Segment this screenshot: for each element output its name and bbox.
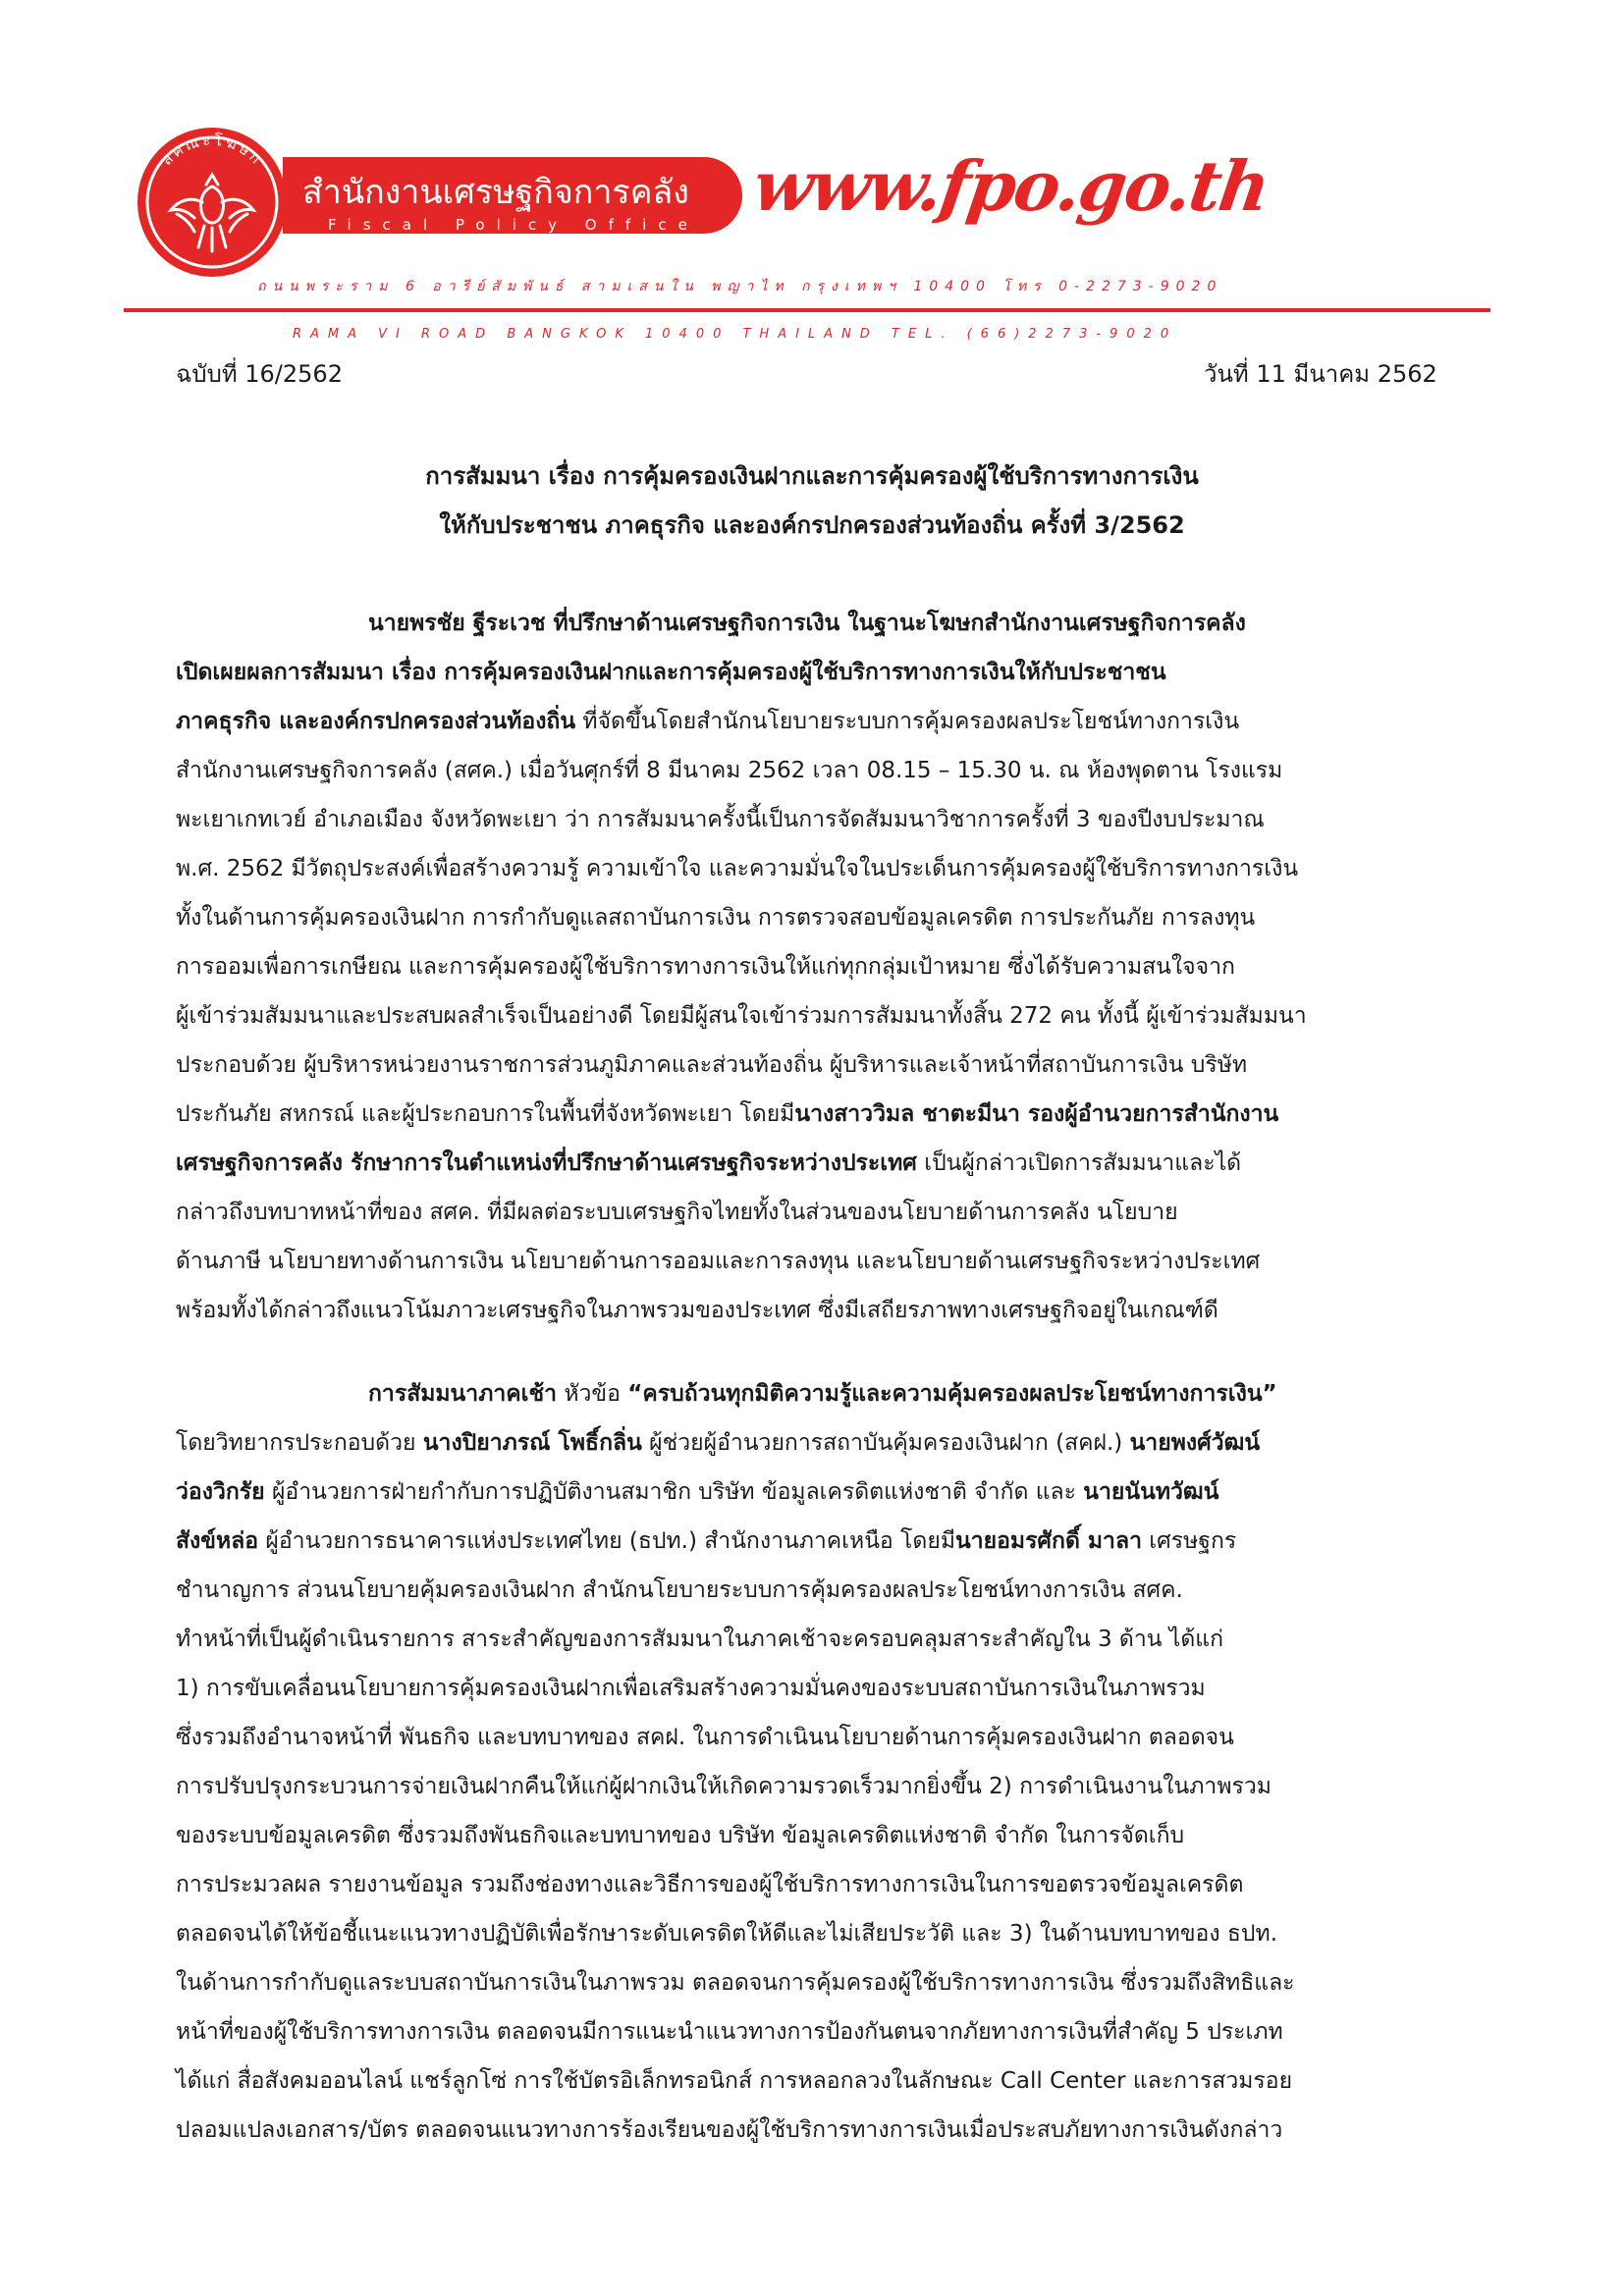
opening-speaker-name: นางสาววิมล ชาตะมีนา รองผู้อำนวยการสำนักงาน	[794, 1101, 1279, 1127]
paragraph-line	[176, 1517, 1491, 1566]
speaker-name: ว่องวิกรัย	[176, 1479, 265, 1505]
session-label: การสัมมนาภาคเช้า	[368, 1381, 558, 1407]
website-url: www.fpo.go.th	[748, 145, 1273, 227]
address-english: RAMA VI ROAD BANGKOK 10400 THAILAND TEL. (66)2273-9020	[293, 327, 1178, 342]
line-text: ประกันภัย สหกรณ์ และผู้ประกอบการในพื้นที่จังหวัดพะเยา โดยมี	[176, 1101, 795, 1127]
paragraph-line: ตลอดจนได้ให้ข้อชี้แนะแนวทางปฏิบัติเพื่อรักษาระดับเครดิตให้ดีและไม่เสียประวัติ และ 3) ในด้านบทบาทของ ธปท.	[176, 1921, 1278, 1947]
paragraph-line: สำนักงานเศรษฐกิจการคลัง (สศค.) เมื่อวันศุกร์ที่ 8 มีนาคม 2562 เวลา 08.15 – 15.30 น. ณ ห้องพุดตาน โรงแรม	[176, 758, 1283, 783]
line-text: เศรษฐกร	[1141, 1528, 1237, 1554]
document-title	[176, 452, 1448, 550]
paragraph-line: พ.ศ. 2562 มีวัตถุประสงค์เพื่อสร้างความรู้ ความเข้าใจ และความมั่นใจในประเด็นการคุ้มครองผู้ใช้บริการทางการเงิน	[176, 856, 1299, 881]
issue-number: ฉบับที่ 16/2562	[176, 360, 343, 388]
agency-name-thai: สำนักงานเศรษฐกิจการคลัง	[302, 173, 689, 212]
paragraph-line	[176, 599, 1491, 648]
speaker-name: สังข์หล่อ	[176, 1528, 259, 1554]
issue-date: วันที่ 11 มีนาคม 2562	[1204, 360, 1437, 388]
line-text: ที่จัดขึ้นโดยสำนักนโยบายระบบการคุ้มครองผลประโยชน์ทางการเงิน	[575, 709, 1240, 734]
paragraph-line: ของระบบข้อมูลเครดิต ซึ่งรวมถึงพันธกิจและบทบาทของ บริษัท ข้อมูลเครดิตแห่งชาติ จำกัด ในการจัดเก็บ	[176, 1823, 1185, 1848]
title-line: การสัมมนา เรื่อง การคุ้มครองเงินฝากและการคุ้มครองผู้ใช้บริการทางการเงิน	[425, 462, 1199, 490]
line-text: เป็นผู้กล่าวเปิดการสัมมนาและได้	[916, 1150, 1242, 1176]
body-paragraph-2	[176, 1369, 1491, 2155]
paragraph-line: พร้อมทั้งได้กล่าวถึงแนวโน้มภาวะเศรษฐกิจในภาพรวมของประเทศ ซึ่งมีเสถียรภาพทางเศรษฐกิจอยู่ในเกณฑ์ดี	[176, 1298, 1218, 1323]
paragraph-line: ทั้งในด้านการคุ้มครองเงินฝาก การกำกับดูแลสถาบันการเงิน การตรวจสอบข้อมูลเครดิต การประกันภัย การลงทุน	[176, 905, 1256, 931]
paragraph-line	[176, 648, 1491, 697]
paragraph-line: พะเยาเกทเวย์ อำเภอเมือง จังหวัดพะเยา ว่า การสัมมนาครั้งนี้เป็นการจัดสัมมนาวิชาการครั้งที่ 3 ของปีงบประมาณ	[176, 807, 1265, 832]
session-topic: “ครบถ้วนทุกมิติความรู้และความคุ้มครองผลประโยชน์ทางการเงิน”	[627, 1381, 1277, 1407]
paragraph-line: ในด้านการกำกับดูแลระบบสถาบันการเงินในภาพรวม ตลอดจนการคุ้มครองผู้ใช้บริการทางการเงิน ซึ่งรวมถึงสิทธิและ	[176, 1970, 1295, 1996]
line-text: ผู้อำนวยการฝ่ายกำกับการปฏิบัติงานสมาชิก บริษัท ข้อมูลเครดิตแห่งชาติ จำกัด และ	[264, 1479, 1084, 1505]
moderator-name: นายอมรศักดิ์ มาลา	[954, 1528, 1142, 1554]
fpo-seal-logo	[134, 120, 291, 285]
paragraph-line: ชำนาญการ ส่วนนโยบายคุ้มครองเงินฝาก สำนักนโยบายระบบการคุ้มครองผลประโยชน์ทางการเงิน สศค.	[176, 1577, 1183, 1603]
paragraph-line	[176, 1090, 1491, 1139]
paragraph-line: หน้าที่ของผู้ใช้บริการทางการเงิน ตลอดจนมีการแนะนำแนวทางการป้องกันตนจากภัยทางการเงินที่สำคัญ 5 ประเภท	[176, 2019, 1283, 2045]
paragraph-line	[176, 1139, 1491, 1188]
paragraph-line: ปลอมแปลงเอกสาร/บัตร ตลอดจนแนวทางการร้องเรียนของผู้ใช้บริการทางการเงินเมื่อประสบภัยทางการเงินดังกล่าว	[176, 2117, 1283, 2143]
seminar-topic-end: ภาคธุรกิจ และองค์กรปกครองส่วนท้องถิ่น	[176, 709, 576, 734]
line-text: หัวข้อ	[557, 1381, 628, 1407]
paragraph-line: 1) การขับเคลื่อนนโยบายการคุ้มครองเงินฝากเพื่อเสริมสร้างความมั่นคงของระบบสถาบันการเงินในภาพรวม	[176, 1676, 1206, 1701]
svg-text:ลคณะโฆษก: ลคณะโฆษก	[157, 131, 267, 170]
body-paragraph-1	[176, 599, 1491, 1335]
speaker-name: นายนันทวัฒน์	[1083, 1479, 1219, 1505]
speaker-name: นางปิยาภรณ์ โพธิ์กลิ่น	[422, 1430, 642, 1456]
line-text: โดยวิทยากรประกอบด้วย	[176, 1430, 423, 1456]
paragraph-line	[176, 1369, 1491, 1418]
paragraph-line: ซึ่งรวมถึงอำนาจหน้าที่ พันธกิจ และบทบาทของ สคฝ. ในการดำเนินนโยบายด้านการคุ้มครองเงินฝาก ตลอดจน	[176, 1725, 1234, 1750]
line-text: ผู้ช่วยผู้อำนวยการสถาบันคุ้มครองเงินฝาก (สคฝ.)	[641, 1430, 1130, 1456]
letterhead-divider	[124, 308, 1490, 312]
speaker-name: นายพรชัย ฐีระเวช ที่ปรึกษาด้านเศรษฐกิจการเงิน ในฐานะโฆษกสำนักงานเศรษฐกิจการคลัง	[368, 611, 1246, 636]
paragraph-line: ผู้เข้าร่วมสัมมนาและประสบผลสำเร็จเป็นอย่างดี โดยมีผู้สนใจเข้าร่วมการสัมมนาทั้งสิ้น 272 คน ทั้งนี้ ผู้เข้าร่วมสัมมนา	[176, 1003, 1307, 1029]
opening-speaker-title: เศรษฐกิจการคลัง รักษาการในตำแหน่งที่ปรึกษาด้านเศรษฐกิจระหว่างประเทศ	[176, 1150, 917, 1176]
agency-name-english: Fiscal Policy Office	[328, 216, 699, 234]
paragraph-line	[176, 697, 1491, 746]
paragraph-line: การปรับปรุงกระบวนการจ่ายเงินฝากคืนให้แก่ผู้ฝากเงินให้เกิดความรวดเร็วมากยิ่งขึ้น 2) การดำเนินงานในภาพรวม	[176, 1774, 1272, 1799]
paragraph-line: ประกอบด้วย ผู้บริหารหน่วยงานราชการส่วนภูมิภาคและส่วนท้องถิ่น ผู้บริหารและเจ้าหน้าที่สถาบันการเงิน บริษัท	[176, 1052, 1248, 1078]
paragraph-line: ด้านภาษี นโยบายทางด้านการเงิน นโยบายด้านการออมและการลงทุน และนโยบายด้านเศรษฐกิจระหว่างประเทศ	[176, 1249, 1261, 1274]
speaker-name: นายพงศ์วัฒน์	[1129, 1430, 1261, 1456]
paragraph-line: การประมวลผล รายงานข้อมูล รวมถึงช่องทางและวิธีการของผู้ใช้บริการทางการเงินในการขอตรวจข้อมูลเครดิต	[176, 1872, 1244, 1897]
address-thai: ถนนพระราม 6 อารีย์สัมพันธ์ สามเสนใน พญาไท กรุงเทพฯ 10400 โทร 0-2273-9020	[257, 279, 1223, 294]
title-line: ให้กับประชาชน ภาคธุรกิจ และองค์กรปกครองส่วนท้องถิ่น ครั้งที่ 3/2562	[439, 511, 1185, 539]
paragraph-line	[176, 1418, 1491, 1468]
paragraph-line: ได้แก่ สื่อสังคมออนไลน์ แชร์ลูกโซ่ การใช้บัตรอิเล็กทรอนิกส์ การหลอกลวงในลักษณะ Call Center และการสวมรอย	[176, 2068, 1293, 2094]
paragraph-line: ทำหน้าที่เป็นผู้ดำเนินรายการ สาระสำคัญของการสัมมนาในภาคเช้าจะครอบคลุมสาระสำคัญใน 3 ด้าน ได้แก่	[176, 1627, 1224, 1652]
paragraph-line: กล่าวถึงบทบาทหน้าที่ของ สศค. ที่มีผลต่อระบบเศรษฐกิจไทยทั้งในส่วนของนโยบายด้านการคลัง นโยบาย	[176, 1200, 1178, 1225]
paragraph-line: การออมเพื่อการเกษียณ และการคุ้มครองผู้ใช้บริการทางการเงินให้แก่ทุกกลุ่มเป้าหมาย ซึ่งได้รับความสนใจจาก	[176, 954, 1235, 980]
seminar-topic: เปิดเผยผลการสัมมนา เรื่อง การคุ้มครองเงินฝากและการคุ้มครองผู้ใช้บริการทางการเงินให้กับประชาชน	[176, 660, 1166, 685]
line-text: ผู้อำนวยการธนาคารแห่งประเทศไทย (ธปท.) สำนักงานภาคเหนือ โดยมี	[258, 1528, 955, 1554]
paragraph-line	[176, 1468, 1491, 1517]
